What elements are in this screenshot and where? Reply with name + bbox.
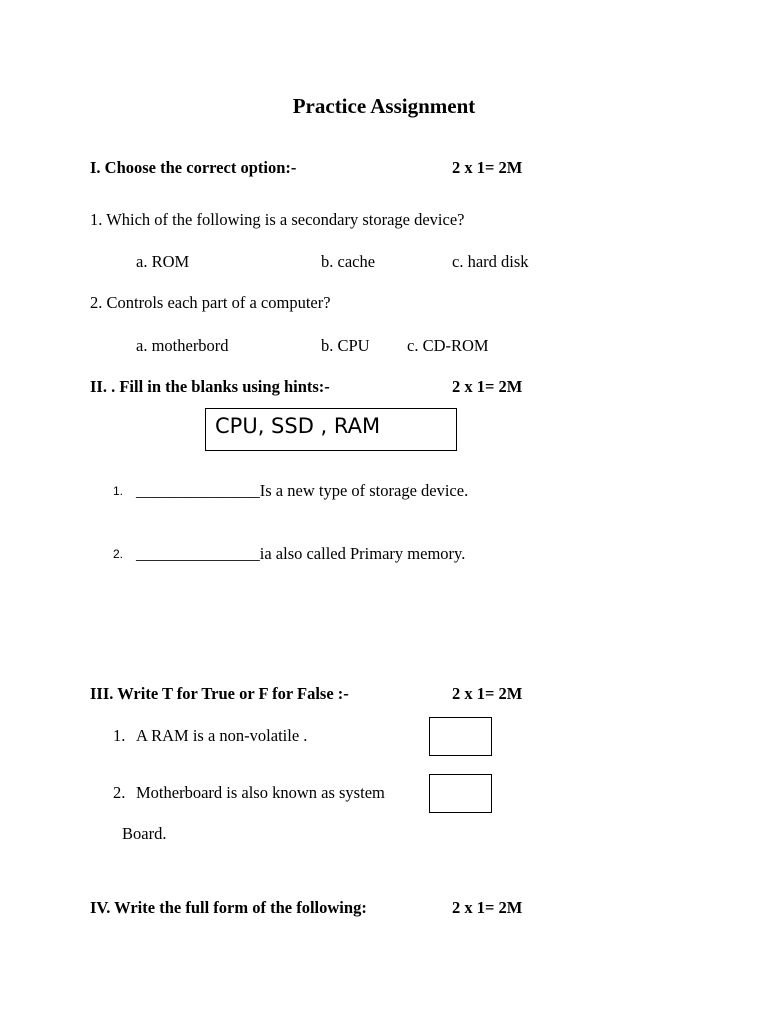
section-1-marks: 2 x 1= 2M (452, 158, 523, 177)
hint-box (205, 408, 457, 451)
fill-item-1-text: Is a new type of storage device. (259, 481, 469, 500)
fill-item-2 (136, 544, 465, 564)
question-1-text: 1. Which of the following is a secondary storage device? (90, 210, 465, 229)
fill-item-2-blank[interactable]: _______________ (136, 544, 260, 563)
section-4-heading: IV. Write the full form of the following: (90, 898, 367, 917)
question-1-option-c: c. hard disk (452, 252, 529, 271)
section-4-marks: 2 x 1= 2M (452, 898, 523, 917)
section-3-heading: III. Write T for True or F for False :- (90, 684, 349, 703)
tf-item-1-text: A RAM is a non-volatile . (136, 726, 308, 745)
question-2-option-a: a. motherbord (136, 336, 229, 355)
tf-item-1-number: 1. (113, 726, 126, 745)
question-1-option-a: a. ROM (136, 252, 190, 271)
page-title: Practice Assignment (292, 94, 476, 118)
question-2-option-b: b. CPU (321, 336, 370, 355)
section-2-marks: 2 x 1= 2M (452, 377, 523, 396)
tf-answer-box-2[interactable] (429, 774, 492, 813)
fill-item-1-number: 1. (113, 484, 124, 498)
tf-item-2-text: Motherboard is also known as system (136, 783, 385, 802)
section-1-heading: I. Choose the correct option:- (90, 158, 297, 177)
question-1-option-b: b. cache (321, 252, 376, 271)
section-2-heading: II. . Fill in the blanks using hints:- (90, 377, 330, 396)
fill-item-1 (136, 481, 468, 501)
tf-answer-box-1[interactable] (429, 717, 492, 756)
fill-item-1-blank[interactable]: _______________ (136, 481, 260, 500)
section-3-marks: 2 x 1= 2M (452, 684, 523, 703)
tf-item-2-number: 2. (113, 783, 126, 802)
question-2-text: 2. Controls each part of a computer? (90, 293, 331, 312)
hint-text: CPU, SSD , RAM (215, 414, 381, 438)
fill-item-2-text: ia also called Primary memory. (259, 544, 466, 563)
fill-item-2-number: 2. (113, 547, 124, 561)
question-2-option-c: c. CD-ROM (407, 336, 489, 355)
tf-item-2-continuation: Board. (122, 824, 167, 843)
